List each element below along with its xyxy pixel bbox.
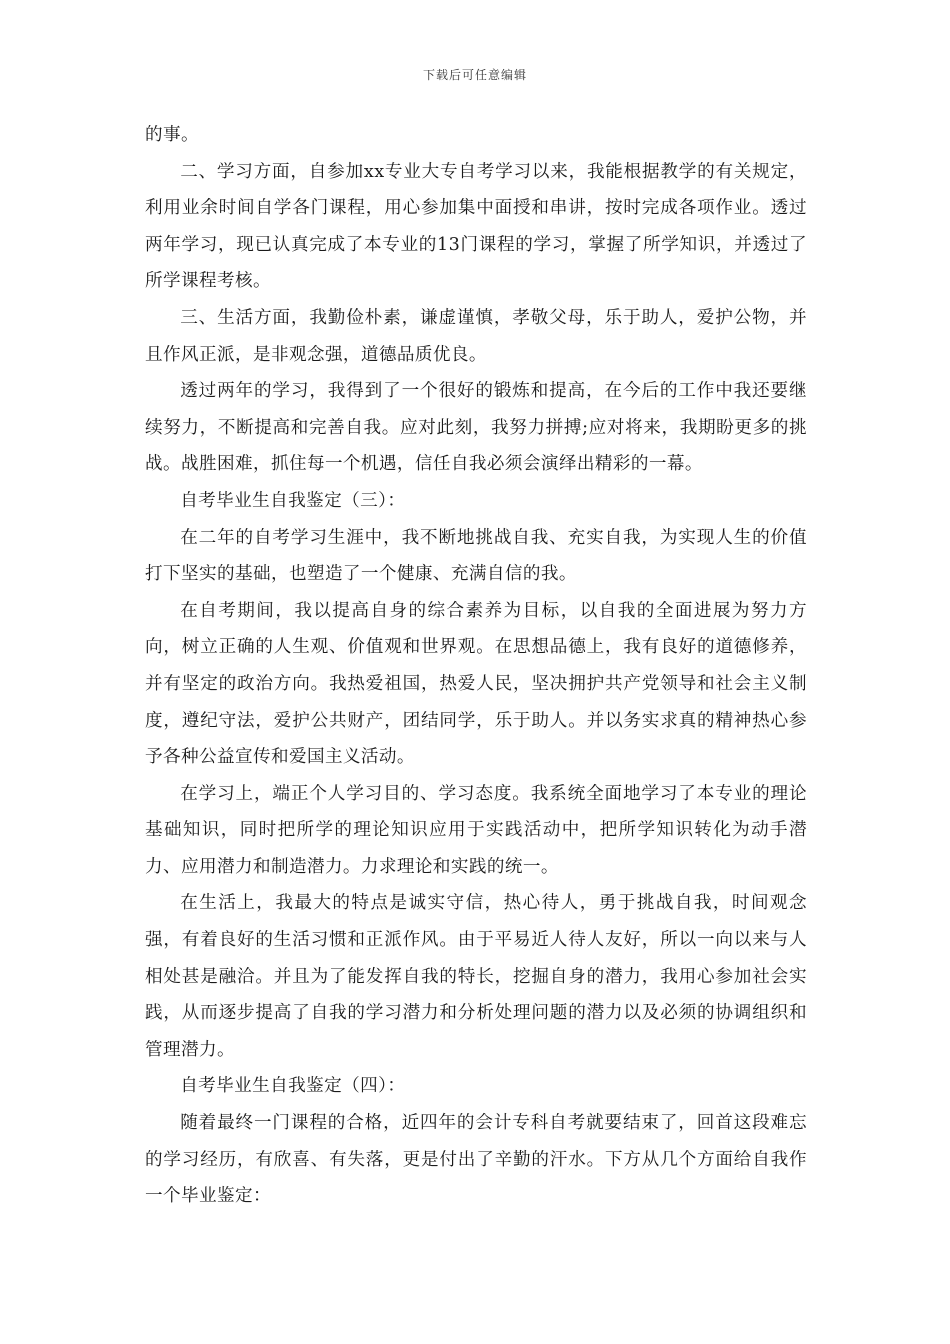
paragraph-study: 二、学习方面，自参加xx专业大专自考学习以来，我能根据教学的有关规定，利用业余时间自学各门课程，用心参加集中面授和串讲，按时完成各项作业。透过两年学习，现已认真完成了本专业的13门课程的学习，掌握了所学知识，并透过了所学课程考核。 (145, 161, 807, 292)
section-heading-three: 自考毕业生自我鉴定（三）： (180, 490, 406, 511)
paragraph-life: 三、生活方面，我勤俭朴素，谦虚谨慎，孝敬父母，乐于助人，爱护公物，并且作风正派，是非观念强，道德品质优良。 (145, 307, 807, 365)
paragraph-learning: 在学习上，端正个人学习目的、学习态度。我系统全面地学习了本专业的理论基础知识，同时把所学的理论知识应用于实践活动中，把所学知识转化为动手潜力、应用潜力和制造潜力。力求理论和实践的统一。 (145, 783, 807, 877)
paragraph-intro-four: 随着最终一门课程的合格，近四年的会计专科自考就要结束了，回首这段难忘的学习经历，有欣喜、有失落，更是付出了辛勤的汗水。下方从几个方面给自我作一个毕业鉴定： (145, 1113, 807, 1207)
paragraph-continuation: 的事。 (145, 125, 199, 145)
paragraph-ideology: 在自考期间，我以提高自身的综合素养为目标，以自我的全面进展为努力方向，树立正确的人生观、价值观和世界观。在思想品德上，我有良好的道德修养，并有坚定的政治方向。我热爱祖国，热爱人民，坚决拥护共产党领导和社会主义制度，遵纪守法，爱护公共财产，团结同学，乐于助人。并以务实求真的精神热心参予各种公益宣传和爱国主义活动。 (145, 600, 807, 768)
paragraph-conclusion: 透过两年的学习，我得到了一个很好的锻炼和提高，在今后的工作中我还要继续努力，不断提高和完善自我。应对此刻，我努力拼搏;应对将来，我期盼更多的挑战。战胜困难，抓住每一个机遇，信任自我必须会演绎出精彩的一幕。 (145, 381, 807, 475)
paragraph-daily-life: 在生活上，我最大的特点是诚实守信，热心待人，勇于挑战自我，时间观念强，有着良好的生活习惯和正派作风。由于平易近人待人友好，所以一向以来与人相处甚是融洽。并且为了能发挥自我的特长，挖掘自身的潜力，我用心参加社会实践，从而逐步提高了自我的学习潜力和分析处理问题的潜力以及必须的协调组织和管理潜力。 (145, 893, 807, 1060)
paragraph-intro-three: 在二年的自考学习生涯中，我不断地挑战自我、充实自我，为实现人生的价值打下坚实的基础，也塑造了一个健康、充满自信的我。 (145, 527, 807, 585)
document-body (145, 117, 807, 1215)
section-heading-four: 自考毕业生自我鉴定（四）： (180, 1076, 406, 1097)
page-header: 下载后可任意编辑 (422, 68, 527, 82)
